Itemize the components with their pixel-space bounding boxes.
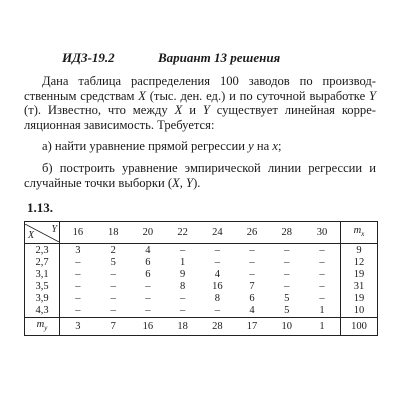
corner-y-label: Y (51, 223, 57, 235)
table-row (25, 269, 378, 281)
frequency-cell: 5 (284, 305, 290, 317)
frequency-cell: 5 (284, 293, 290, 305)
assignment-code: ИДЗ-19.2 (62, 50, 115, 65)
frequency-cell: – (284, 245, 290, 257)
mx-value-cell: 10 (341, 305, 378, 318)
my-value-cell: 17 (235, 318, 270, 336)
frequency-cell: – (75, 257, 81, 269)
x-value-cell: 2,7 (25, 257, 60, 269)
frequency-cell: 6 (145, 257, 151, 269)
my-value-cell: 16 (131, 318, 166, 336)
frequency-cell: 8 (214, 293, 220, 305)
frequency-cell: – (75, 269, 81, 281)
my-value-cell: 10 (269, 318, 304, 336)
x-value-cell: 2,3 (25, 244, 60, 258)
task-statement (24, 74, 376, 190)
y-header: 24 (200, 222, 235, 244)
frequency-cell: 6 (249, 293, 255, 305)
frequency-cell: – (214, 257, 220, 269)
x-value-cell: 3,5 (25, 281, 60, 293)
frequency-cell: – (319, 293, 325, 305)
mx-header: $m_x$ (341, 222, 378, 244)
my-label-cell: $m_y$ (25, 318, 60, 336)
frequency-cell: – (249, 257, 255, 269)
frequency-cell: – (284, 257, 290, 269)
y-header: 18 (96, 222, 131, 244)
frequency-cell: 6 (145, 269, 151, 281)
frequency-cell: – (145, 293, 151, 305)
y-header: 16 (60, 222, 96, 244)
task-item-b: б) построить уравнение эмпирической линии регрессии и случайные точки выборки (X, Y). (24, 160, 376, 190)
mx-value-cell: 9 (341, 244, 378, 258)
task-item-a: а) найти уравнение прямой регрессии y на x; (42, 139, 282, 154)
x-value-cell: 3,1 (25, 269, 60, 281)
frequency-cell: – (319, 257, 325, 269)
my-value-cell: 7 (96, 318, 131, 336)
mx-value-cell: 31 (341, 281, 378, 293)
frequency-cell: – (75, 305, 81, 317)
y-header: 20 (131, 222, 166, 244)
frequency-cell: – (110, 293, 116, 305)
frequency-cell: 4 (214, 269, 220, 281)
total-cell: 100 (341, 318, 378, 336)
mx-value-cell: 19 (341, 293, 378, 305)
mx-value-cell: 19 (341, 269, 378, 281)
frequency-cell: 16 (212, 281, 223, 293)
task-intro: Дана таблица распределения 100 заводов по производ- ственным средствам X (тыс. ден. ед.) и по суточной выработке Y (т). Известно, что между X и Y существует линейная корре- ляционная зависимость. Требуется: (24, 74, 376, 132)
frequency-cell: – (179, 293, 186, 305)
mx-value-cell: 12 (341, 257, 378, 269)
table-row (25, 244, 378, 258)
frequency-cell: – (319, 269, 325, 281)
frequency-cell: – (110, 305, 116, 317)
table-row (25, 293, 378, 305)
frequency-cell: 1 (319, 305, 325, 317)
frequency-cell: 3 (75, 245, 81, 257)
table-row (25, 305, 378, 318)
frequency-cell: – (319, 281, 325, 293)
frequency-cell: – (75, 293, 81, 305)
frequency-cell: – (284, 269, 290, 281)
frequency-cell: – (110, 269, 116, 281)
frequency-cell: 7 (249, 281, 255, 293)
y-header: 26 (235, 222, 270, 244)
frequency-cell: – (319, 245, 325, 257)
frequency-cell: 8 (179, 281, 186, 293)
my-value-cell: 1 (304, 318, 340, 336)
frequency-cell: – (179, 305, 186, 317)
y-header: 30 (304, 222, 340, 244)
table-body (25, 244, 378, 318)
corner-x-label: X (28, 229, 35, 241)
corner-cell (25, 222, 60, 244)
problem-number: 1.13. (27, 200, 53, 215)
my-value-cell: 18 (165, 318, 200, 336)
distribution-table (24, 221, 378, 336)
frequency-cell: 5 (110, 257, 116, 269)
frequency-cell: – (145, 305, 151, 317)
frequency-cell: – (145, 281, 151, 293)
y-header: 22 (165, 222, 200, 244)
y-header: 28 (269, 222, 304, 244)
frequency-cell: 2 (110, 245, 116, 257)
frequency-cell: 4 (249, 305, 255, 317)
frequency-cell: – (214, 245, 220, 257)
my-value-cell: 3 (60, 318, 96, 336)
frequency-cell: – (284, 281, 290, 293)
table-row (25, 257, 378, 269)
frequency-cell: – (249, 245, 255, 257)
frequency-cell: – (214, 305, 220, 317)
frequency-cell: 9 (179, 269, 186, 281)
my-value-cell: 28 (200, 318, 235, 336)
frequency-cell: – (249, 269, 255, 281)
variant-title: Вариант 13 решения (158, 50, 281, 65)
frequency-cell: 4 (145, 245, 151, 257)
frequency-cell: – (110, 281, 116, 293)
frequency-cell: – (75, 281, 81, 293)
x-value-cell: 3,9 (25, 293, 60, 305)
frequency-cell: – (179, 245, 186, 257)
my-totals-row (25, 318, 378, 336)
x-value-cell: 4,3 (25, 305, 60, 318)
table-row (25, 281, 378, 293)
table-header-row (25, 222, 378, 244)
frequency-cell: 1 (179, 257, 186, 269)
